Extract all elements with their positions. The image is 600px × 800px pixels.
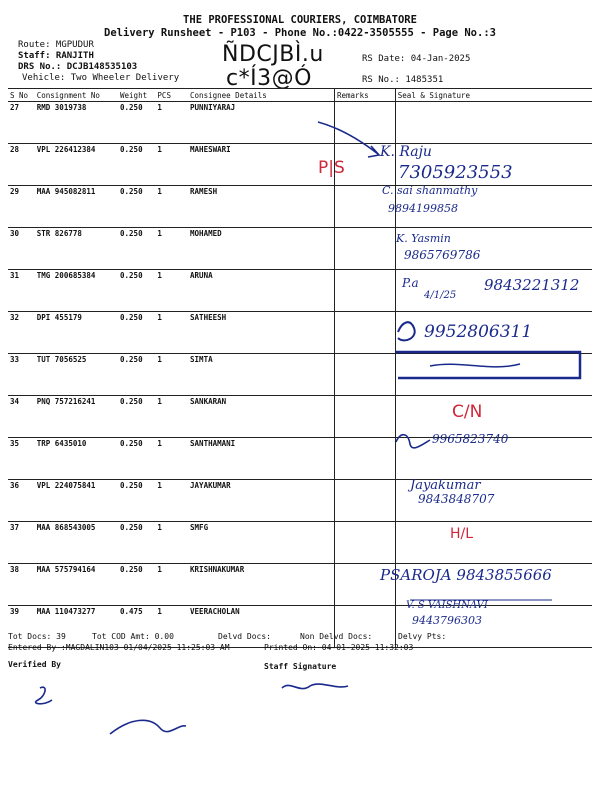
cell-weight: 0.250: [118, 438, 155, 480]
row28-receiver-name: K. Raju: [380, 144, 432, 160]
cell-consignment: MAA 868543005: [35, 522, 118, 564]
cell-consignment: RMD 3019738: [35, 102, 118, 144]
row32-phone: 9952806311: [424, 322, 533, 342]
row36-receiver-phone: 9843848707: [418, 492, 495, 506]
barcode-text-1: ÑDCJBÌ.u: [222, 42, 324, 67]
cell-pcs: 1: [155, 312, 188, 354]
delivered-docs: Delvd Docs:: [218, 632, 271, 641]
delivery-points: Delvy Pts:: [398, 632, 447, 641]
cell-sno: 28: [8, 144, 35, 186]
cell-consignee: JAYAKUMAR: [188, 480, 334, 522]
cell-weight: 0.250: [118, 396, 155, 438]
cell-consignment: MAA 575794164: [35, 564, 118, 606]
row36-receiver-name: Jayakumar: [410, 478, 481, 493]
cell-weight: 0.250: [118, 354, 155, 396]
verified-by-label: Verified By: [8, 660, 61, 669]
cell-weight: 0.250: [118, 480, 155, 522]
cell-consignee: ARUNA: [188, 270, 334, 312]
col-remarks: Remarks: [335, 89, 396, 102]
col-signature: Seal & Signature: [395, 89, 592, 102]
cell-pcs: 1: [155, 186, 188, 228]
total-cod: Tot COD Amt: 0.00: [92, 632, 174, 641]
company-title: THE PROFESSIONAL COURIERS, COIMBATORE: [183, 14, 417, 26]
cell-sno: 35: [8, 438, 35, 480]
row35-cn-mark: C/N: [452, 402, 483, 422]
cell-weight: 0.250: [118, 564, 155, 606]
cell-sno: 29: [8, 186, 35, 228]
cell-pcs: 1: [155, 270, 188, 312]
cell-consignment: MAA 945082811: [35, 186, 118, 228]
cell-consignee: PUNNIYARAJ: [188, 102, 334, 144]
cell-pcs: 1: [155, 396, 188, 438]
cell-pcs: 1: [155, 606, 188, 648]
entered-by: Entered By :MAGDALIN103 01/04/2025 11:25:03 AM: [8, 643, 230, 652]
rs-date: RS Date: 04-Jan-2025: [362, 54, 471, 64]
row31-note: P.a: [402, 276, 419, 290]
row28-receiver-phone: 7305923553: [398, 162, 513, 183]
cell-sno: 36: [8, 480, 35, 522]
total-docs: Tot Docs: 39: [8, 632, 66, 641]
printed-on: Printed On: 04-01-2025 11:32:03: [264, 643, 414, 652]
rs-number: RS No.: 1485351: [362, 75, 444, 85]
cell-consignee: KRISHNAKUMAR: [188, 564, 334, 606]
vehicle-label: Vehicle: Two Wheeler Delivery: [22, 73, 180, 83]
cell-sno: 32: [8, 312, 35, 354]
cell-consignee: RAMESH: [188, 186, 334, 228]
cell-sno: 27: [8, 102, 35, 144]
cell-weight: 0.250: [118, 522, 155, 564]
row37-hl-mark: H/L: [450, 526, 474, 542]
col-details: Consignee Details: [188, 89, 334, 102]
cell-pcs: 1: [155, 102, 188, 144]
cell-consignment: TMG 200685384: [35, 270, 118, 312]
cell-consignment: VPL 224075841: [35, 480, 118, 522]
barcode-text-2: c*Í3@Ó: [226, 66, 312, 91]
cell-pcs: 1: [155, 522, 188, 564]
row39-receiver-phone: 9443796303: [412, 614, 482, 627]
cell-weight: 0.250: [118, 102, 155, 144]
drs-number: DRS No.: DCJB148535103: [18, 62, 138, 72]
cell-weight: 0.475: [118, 606, 155, 648]
cell-consignment: STR 826778: [35, 228, 118, 270]
cell-weight: 0.250: [118, 186, 155, 228]
cell-sno: 34: [8, 396, 35, 438]
col-sno: S No: [8, 89, 35, 102]
cell-pcs: 1: [155, 438, 188, 480]
cell-weight: 0.250: [118, 228, 155, 270]
cell-weight: 0.250: [118, 144, 155, 186]
cell-pcs: 1: [155, 144, 188, 186]
col-weight: Weight: [118, 89, 155, 102]
col-consignment: Consignment No: [35, 89, 118, 102]
cell-consignment: TRP 6435010: [35, 438, 118, 480]
col-pcs: PCS: [155, 89, 188, 102]
row29-receiver-phone: 9894199858: [388, 202, 458, 215]
cell-pcs: 1: [155, 228, 188, 270]
cell-sno: 30: [8, 228, 35, 270]
row38-receiver: PSAROJA 9843855666: [380, 566, 552, 584]
cell-pcs: 1: [155, 354, 188, 396]
cell-consignee: SATHEESH: [188, 312, 334, 354]
cell-sno: 31: [8, 270, 35, 312]
row29-receiver-name: C. sai shanmathy: [382, 184, 478, 197]
cell-consignment: DPI 455179: [35, 312, 118, 354]
cell-pcs: 1: [155, 564, 188, 606]
runsheet-subtitle: Delivery Runsheet - P103 - Phone No.:0422-3505555 - Page No.:3: [104, 27, 496, 39]
row39-receiver-name: V. S VAISHNAVI: [406, 600, 488, 611]
row31-phone: 9843221312: [484, 276, 580, 294]
cell-consignee: MOHAMED: [188, 228, 334, 270]
cell-consignment: VPL 226412384: [35, 144, 118, 186]
cell-pcs: 1: [155, 480, 188, 522]
row35-phone: 9965823740: [432, 432, 509, 446]
cell-weight: 0.250: [118, 312, 155, 354]
row30-receiver-phone: 9865769786: [404, 248, 481, 262]
staff-signature-label: Staff Signature: [264, 662, 337, 671]
cell-sno: 37: [8, 522, 35, 564]
cell-consignment: PNQ 757216241: [35, 396, 118, 438]
cell-consignee: VEERACHOLAN: [188, 606, 334, 648]
cell-consignee: SANTHAMANI: [188, 438, 334, 480]
cell-consignment: TUT 7056525: [35, 354, 118, 396]
staff-label: Staff: RANJITH: [18, 51, 94, 61]
cell-sno: 33: [8, 354, 35, 396]
route-label: Route: MGPUDUR: [18, 40, 94, 50]
cell-consignee: SMFG: [188, 522, 334, 564]
cell-consignment: MAA 110473277: [35, 606, 118, 648]
cell-consignee: SANKARAN: [188, 396, 334, 438]
cell-sno: 38: [8, 564, 35, 606]
cell-weight: 0.250: [118, 270, 155, 312]
ps-mark: P|S: [318, 158, 345, 178]
row31-date: 4/1/25: [424, 290, 457, 301]
cell-sno: 39: [8, 606, 35, 648]
cell-consignee: SIMTA: [188, 354, 334, 396]
row30-receiver-name: K. Yasmin: [396, 232, 451, 245]
cell-consignee: MAHESWARI: [188, 144, 334, 186]
non-delivered-docs: Non Delvd Docs:: [300, 632, 373, 641]
